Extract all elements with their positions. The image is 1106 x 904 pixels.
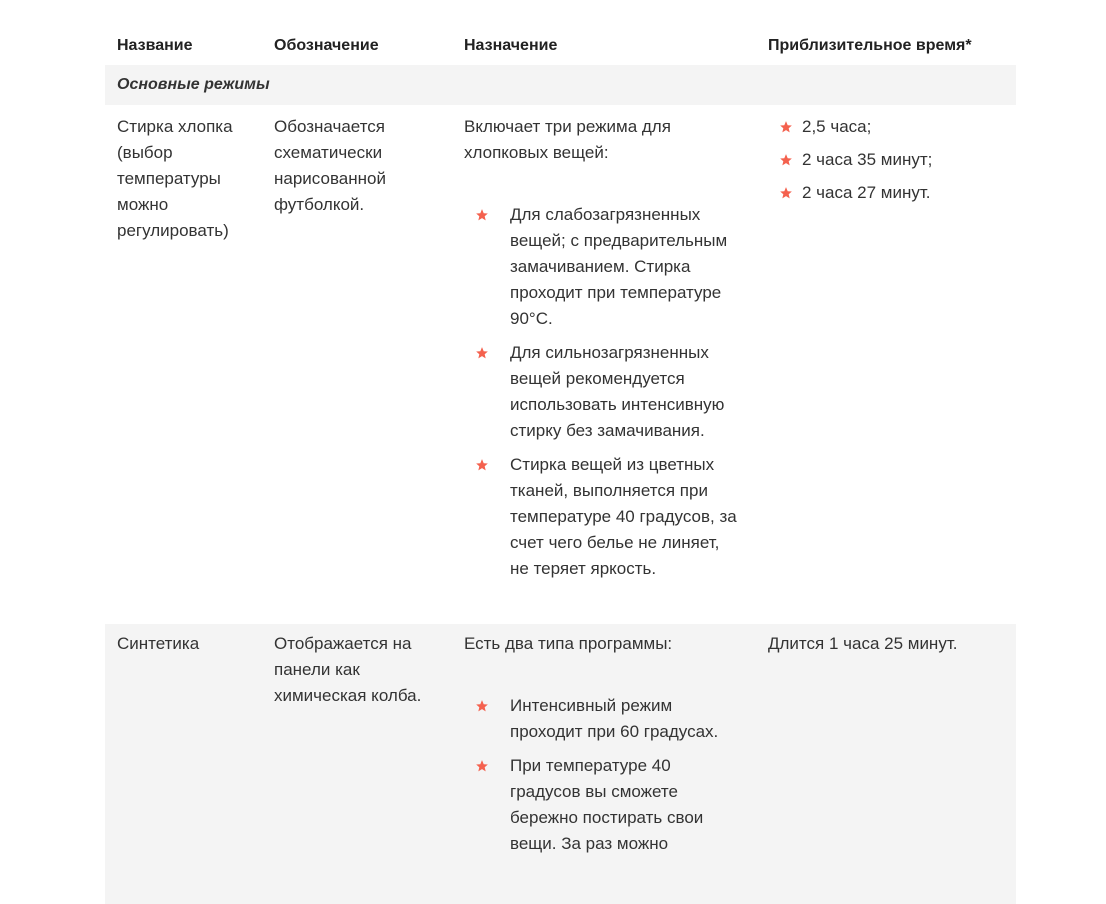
star-bullet-icon — [474, 452, 490, 478]
mode-name: Стирка хлопка (выбор температуры можно регулировать) — [117, 117, 233, 240]
purpose-intro: Есть два типа программы: — [464, 634, 673, 653]
header-designation: Обозначение — [274, 37, 379, 54]
star-bullet-icon — [474, 202, 490, 228]
list-item-text: 2 часа 27 минут. — [802, 183, 931, 202]
list-item — [474, 202, 742, 332]
mode-designation: Обозначается схематически нарисованной футболкой. — [274, 117, 386, 214]
modes-table — [105, 26, 1016, 904]
mode-name: Синтетика — [117, 634, 200, 653]
mode-purpose — [452, 624, 756, 865]
list-item — [474, 753, 742, 857]
time-list — [768, 114, 1002, 206]
list-item — [768, 147, 1002, 173]
table-row — [105, 624, 1016, 904]
star-bullet-icon — [778, 147, 794, 173]
list-item-text: Для слабозагрязненных вещей; с предварительным замачиванием. Стирка проходит при температуре 90°C. — [510, 205, 728, 328]
star-bullet-icon — [474, 693, 490, 719]
star-bullet-icon — [474, 340, 490, 366]
header-time: Приблизительное время* — [768, 37, 972, 54]
list-item — [474, 693, 742, 745]
list-item — [768, 114, 1002, 140]
header-name: Название — [117, 37, 193, 54]
section-row-basic-modes — [105, 65, 1016, 105]
list-item-text: 2,5 часа; — [802, 117, 872, 136]
list-item — [474, 452, 742, 582]
purpose-list — [464, 693, 742, 857]
header-purpose: Назначение — [464, 37, 558, 54]
list-item-text: Стирка вещей из цветных тканей, выполняется при температуре 40 градусов, за счет чего белье не линяет, не теряет яркость. — [510, 455, 737, 578]
list-item-text: 2 часа 35 минут; — [802, 150, 933, 169]
table-row — [105, 105, 1016, 624]
list-item — [768, 180, 1002, 206]
mode-time: Длится 1 часа 25 минут. — [768, 634, 958, 653]
star-bullet-icon — [778, 180, 794, 206]
mode-purpose — [452, 105, 756, 590]
section-title: Основные режимы — [117, 76, 270, 93]
purpose-intro: Включает три режима для хлопковых вещей: — [464, 117, 671, 162]
list-item-text: Для сильнозагрязненных вещей рекомендуется использовать интенсивную стирку без замачивания. — [510, 343, 725, 440]
mode-time — [756, 105, 1016, 213]
mode-designation: Отображается на панели как химическая колба. — [274, 634, 422, 705]
table-header-row — [105, 26, 1016, 65]
list-item-text: При температуре 40 градусов вы сможете бережно постирать свои вещи. За раз можно — [510, 756, 704, 853]
star-bullet-icon — [778, 114, 794, 140]
list-item — [474, 340, 742, 444]
list-item-text: Интенсивный режим проходит при 60 градусах. — [510, 696, 719, 741]
star-bullet-icon — [474, 753, 490, 779]
purpose-list — [464, 202, 742, 582]
